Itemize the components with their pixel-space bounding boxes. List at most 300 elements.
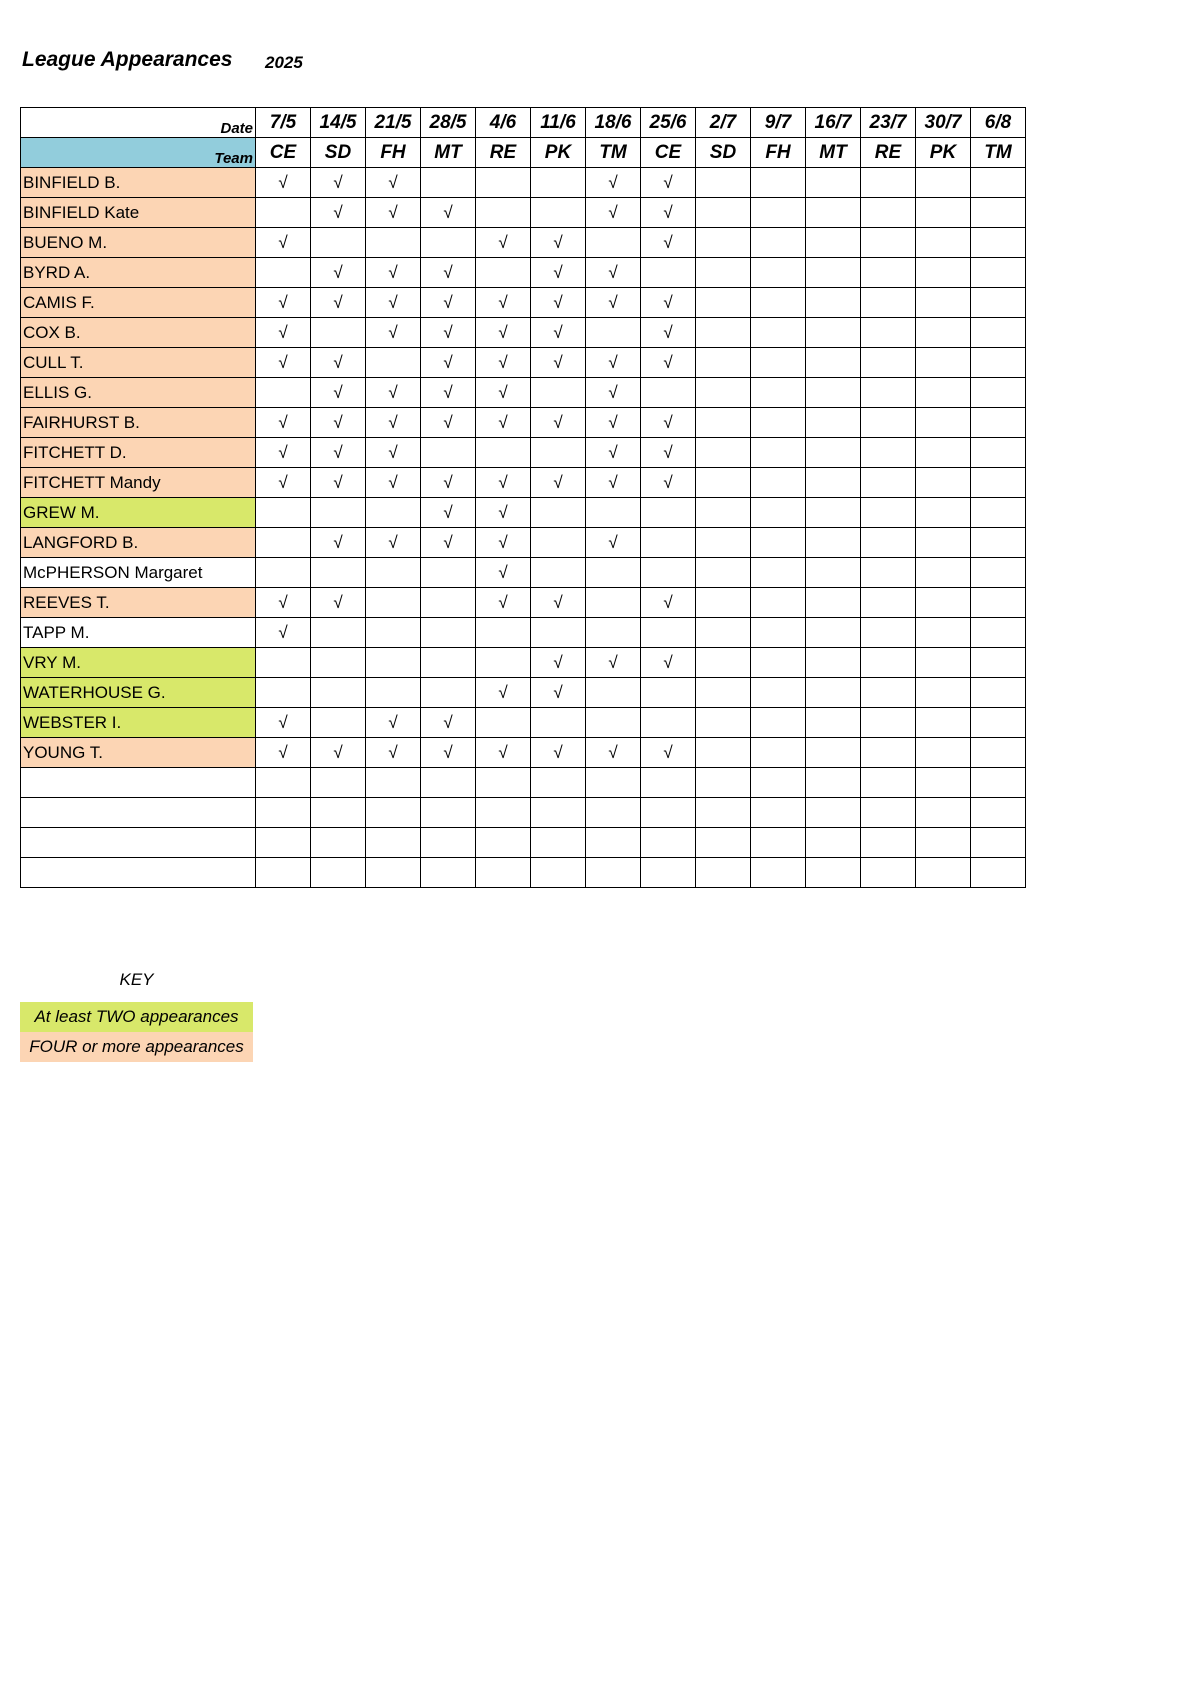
appearance-cell [861,288,916,318]
appearance-cell: √ [641,648,696,678]
appearance-cell [751,678,806,708]
empty-cell [421,828,476,858]
appearance-cell: √ [366,258,421,288]
appearance-cell: √ [366,408,421,438]
appearance-cell [421,168,476,198]
appearance-cell: √ [641,588,696,618]
appearance-cell: √ [641,168,696,198]
appearance-cell: √ [366,708,421,738]
appearance-cell [641,618,696,648]
appearance-cell: √ [311,738,366,768]
appearance-cell [916,168,971,198]
appearance-cell [751,318,806,348]
page-title: League Appearances [22,48,233,71]
appearance-cell: √ [256,738,311,768]
appearance-cell [971,228,1026,258]
player-name: BUENO M. [21,228,256,258]
date-label: Date [21,108,256,138]
appearance-cell [861,168,916,198]
team-header: RE [861,138,916,168]
player-name: FITCHETT Mandy [21,468,256,498]
appearance-cell: √ [641,738,696,768]
appearance-cell [916,198,971,228]
player-row [21,678,1026,708]
appearance-cell: √ [421,738,476,768]
player-row [21,528,1026,558]
appearance-cell: √ [421,378,476,408]
appearance-cell [476,438,531,468]
appearance-cell [256,378,311,408]
appearance-cell [751,588,806,618]
appearance-cell [916,408,971,438]
empty-cell [641,858,696,888]
appearance-cell [531,708,586,738]
appearance-cell [861,378,916,408]
appearance-cell: √ [641,408,696,438]
appearance-cell [751,468,806,498]
date-row [21,108,1026,138]
empty-cell [366,858,421,888]
appearance-cell [861,228,916,258]
appearance-cell [751,738,806,768]
team-header: SD [696,138,751,168]
team-header: TM [971,138,1026,168]
appearance-cell: √ [476,498,531,528]
appearance-cell: √ [311,258,366,288]
appearance-cell: √ [256,468,311,498]
key-at-least-two: At least TWO appearances [20,1002,253,1032]
appearance-cell [311,678,366,708]
empty-cell [971,828,1026,858]
empty-cell [916,858,971,888]
appearance-cell: √ [476,738,531,768]
appearance-cell [806,558,861,588]
appearance-cell: √ [641,318,696,348]
empty-cell [421,768,476,798]
appearance-cell [696,228,751,258]
appearance-cell [971,588,1026,618]
empty-cell [751,798,806,828]
appearance-cell [421,618,476,648]
empty-cell [476,858,531,888]
appearance-cell: √ [586,378,641,408]
player-row [21,588,1026,618]
appearance-cell: √ [476,348,531,378]
empty-cell [916,828,971,858]
appearance-cell [256,558,311,588]
empty-row [21,858,1026,888]
empty-cell [806,768,861,798]
empty-cell [531,768,586,798]
empty-cell [311,768,366,798]
appearance-cell [916,648,971,678]
appearance-cell [751,558,806,588]
date-header: 16/7 [806,108,861,138]
empty-cell [696,798,751,828]
appearance-cell: √ [641,198,696,228]
appearance-cell [751,348,806,378]
date-header: 23/7 [861,108,916,138]
appearance-cell: √ [586,528,641,558]
appearance-cell [861,348,916,378]
player-name: ELLIS G. [21,378,256,408]
empty-cell [806,798,861,828]
empty-cell [311,828,366,858]
appearance-cell [751,708,806,738]
appearance-cell [586,708,641,738]
appearance-cell [806,258,861,288]
key-title: KEY [119,970,154,989]
appearance-cell: √ [421,498,476,528]
appearance-cell [586,588,641,618]
player-row [21,198,1026,228]
date-header: 11/6 [531,108,586,138]
appearance-cell [861,198,916,228]
appearance-cell [531,498,586,528]
player-row [21,378,1026,408]
appearance-cell [806,648,861,678]
player-name: TAPP M. [21,618,256,648]
empty-row [21,798,1026,828]
appearance-cell [971,288,1026,318]
appearance-cell: √ [641,468,696,498]
empty-name-cell [21,858,256,888]
appearance-cell [366,618,421,648]
appearance-cell [916,708,971,738]
appearance-cell [916,498,971,528]
appearance-cell [366,648,421,678]
appearance-cell: √ [531,468,586,498]
appearance-cell [916,588,971,618]
appearance-cell [531,378,586,408]
appearance-cell [696,408,751,438]
empty-cell [531,798,586,828]
appearance-cell [256,528,311,558]
appearance-cell [861,408,916,438]
appearance-cell: √ [586,288,641,318]
appearance-cell [586,498,641,528]
player-row [21,228,1026,258]
appearance-cell [476,168,531,198]
appearance-cell [696,288,751,318]
appearance-cell [641,558,696,588]
empty-cell [256,858,311,888]
appearance-cell: √ [476,378,531,408]
appearance-cell [916,378,971,408]
appearance-cell [861,498,916,528]
date-header: 9/7 [751,108,806,138]
player-name: REEVES T. [21,588,256,618]
appearance-cell [971,378,1026,408]
player-row [21,498,1026,528]
appearance-cell [366,348,421,378]
appearance-cell: √ [531,348,586,378]
appearance-cell: √ [311,528,366,558]
appearance-cell: √ [311,348,366,378]
appearance-cell: √ [421,288,476,318]
appearance-cell [861,558,916,588]
appearance-cell: √ [256,288,311,318]
empty-name-cell [21,828,256,858]
appearance-cell: √ [421,318,476,348]
appearance-cell [421,588,476,618]
appearance-cell [971,168,1026,198]
empty-cell [806,858,861,888]
appearance-cell: √ [531,318,586,348]
player-row [21,648,1026,678]
date-header: 21/5 [366,108,421,138]
appearance-cell: √ [366,528,421,558]
empty-name-cell [21,798,256,828]
season-year: 2025 [265,53,303,72]
appearance-cell [696,528,751,558]
appearance-cell: √ [421,468,476,498]
appearance-cell [531,438,586,468]
appearance-cell [256,198,311,228]
appearance-cell [861,708,916,738]
appearance-cell [256,258,311,288]
empty-cell [861,768,916,798]
appearance-cell [696,378,751,408]
appearance-cell [366,588,421,618]
empty-cell [531,828,586,858]
appearance-cell: √ [366,378,421,408]
appearance-cell [861,528,916,558]
team-row [21,138,1026,168]
appearance-cell: √ [256,408,311,438]
player-row [21,318,1026,348]
appearance-cell [971,438,1026,468]
empty-cell [971,768,1026,798]
appearance-cell: √ [311,468,366,498]
appearance-cell [971,258,1026,288]
appearance-cell [806,438,861,468]
appearance-cell [806,348,861,378]
appearance-cell [696,438,751,468]
appearance-cell [696,498,751,528]
player-name: CAMIS F. [21,288,256,318]
player-name: BINFIELD B. [21,168,256,198]
appearance-cell [531,618,586,648]
appearance-cell [806,228,861,258]
appearance-cell [256,498,311,528]
appearance-cell [476,648,531,678]
empty-cell [696,828,751,858]
player-row [21,408,1026,438]
team-header: FH [751,138,806,168]
appearance-cell [806,288,861,318]
empty-cell [256,768,311,798]
appearance-cell [531,558,586,588]
appearance-cell [861,468,916,498]
appearance-cell [476,198,531,228]
appearance-cell [971,738,1026,768]
appearance-cell: √ [256,348,311,378]
appearance-cell [641,708,696,738]
appearance-cell [696,678,751,708]
empty-cell [751,828,806,858]
appearance-cell [311,618,366,648]
appearance-cell: √ [641,438,696,468]
player-name: COX B. [21,318,256,348]
appearance-cell [751,378,806,408]
empty-cell [696,858,751,888]
appearance-cell: √ [256,618,311,648]
team-header: MT [421,138,476,168]
appearance-cell: √ [586,648,641,678]
appearance-cell [641,678,696,708]
appearance-cell [861,258,916,288]
empty-cell [641,798,696,828]
empty-row [21,768,1026,798]
player-row [21,288,1026,318]
appearance-cell [311,648,366,678]
appearance-cell [421,648,476,678]
appearance-cell [696,168,751,198]
player-name: BYRD A. [21,258,256,288]
appearance-cell: √ [366,288,421,318]
appearance-cell [421,558,476,588]
empty-cell [586,798,641,828]
team-header: RE [476,138,531,168]
appearance-cell [916,558,971,588]
appearance-cell [751,528,806,558]
appearance-cell: √ [531,258,586,288]
team-header: TM [586,138,641,168]
appearance-cell [971,678,1026,708]
empty-cell [366,768,421,798]
empty-cell [916,798,971,828]
appearance-cell: √ [531,678,586,708]
appearance-cell [476,258,531,288]
player-name: FAIRHURST B. [21,408,256,438]
appearance-cell [806,528,861,558]
appearance-cell [806,378,861,408]
appearance-cell [641,528,696,558]
appearance-cell [531,528,586,558]
date-header: 4/6 [476,108,531,138]
player-name: BINFIELD Kate [21,198,256,228]
appearance-cell [861,588,916,618]
empty-cell [971,858,1026,888]
appearances-table [20,107,1026,888]
appearance-cell: √ [311,288,366,318]
team-header: MT [806,138,861,168]
player-row [21,738,1026,768]
appearance-cell [421,228,476,258]
appearance-cell [256,648,311,678]
appearance-cell [366,498,421,528]
empty-cell [751,768,806,798]
appearance-cell [696,348,751,378]
appearance-cell: √ [311,438,366,468]
appearance-cell [916,618,971,648]
appearance-cell [916,228,971,258]
appearance-cell: √ [586,738,641,768]
appearance-cell: √ [366,168,421,198]
appearance-cell: √ [586,258,641,288]
date-header: 6/8 [971,108,1026,138]
appearance-cell [861,318,916,348]
appearance-cell: √ [586,348,641,378]
appearance-cell: √ [586,468,641,498]
appearance-cell [751,408,806,438]
appearance-cell: √ [421,348,476,378]
empty-cell [971,798,1026,828]
appearance-cell [531,168,586,198]
appearance-cell [586,558,641,588]
appearance-cell: √ [421,258,476,288]
player-row [21,168,1026,198]
appearance-cell [971,468,1026,498]
appearance-cell: √ [311,168,366,198]
player-name: GREW M. [21,498,256,528]
appearance-cell [421,678,476,708]
appearance-cell [696,198,751,228]
appearance-cell [861,648,916,678]
appearance-cell [916,318,971,348]
appearance-cell [586,318,641,348]
player-row [21,558,1026,588]
appearance-cell: √ [586,438,641,468]
appearance-cell [861,738,916,768]
appearance-cell [751,438,806,468]
empty-cell [806,828,861,858]
player-name: WEBSTER I. [21,708,256,738]
appearance-cell [971,348,1026,378]
team-header: PK [916,138,971,168]
player-row [21,618,1026,648]
empty-cell [641,828,696,858]
appearance-cell [366,558,421,588]
appearance-cell: √ [366,738,421,768]
appearance-cell: √ [311,588,366,618]
appearance-cell: √ [476,678,531,708]
date-header: 7/5 [256,108,311,138]
appearance-cell [641,258,696,288]
appearance-cell [641,498,696,528]
appearance-cell [751,198,806,228]
appearance-cell [586,618,641,648]
date-header: 30/7 [916,108,971,138]
empty-cell [476,768,531,798]
appearance-cell [971,648,1026,678]
appearance-cell [751,648,806,678]
appearance-cell [696,318,751,348]
appearance-cell [916,468,971,498]
empty-cell [531,858,586,888]
appearance-cell [916,288,971,318]
appearance-cell: √ [311,378,366,408]
appearance-cell [696,588,751,618]
appearance-cell [971,708,1026,738]
appearance-cell [806,738,861,768]
empty-name-cell [21,768,256,798]
appearance-cell: √ [476,528,531,558]
appearance-cell [806,168,861,198]
appearance-cell [971,408,1026,438]
appearance-cell [971,498,1026,528]
appearance-cell: √ [476,288,531,318]
appearance-cell: √ [256,168,311,198]
appearance-cell [806,498,861,528]
appearance-cell: √ [586,198,641,228]
appearance-cell [696,648,751,678]
empty-cell [641,768,696,798]
appearance-cell [696,258,751,288]
player-name: YOUNG T. [21,738,256,768]
appearance-cell [476,708,531,738]
